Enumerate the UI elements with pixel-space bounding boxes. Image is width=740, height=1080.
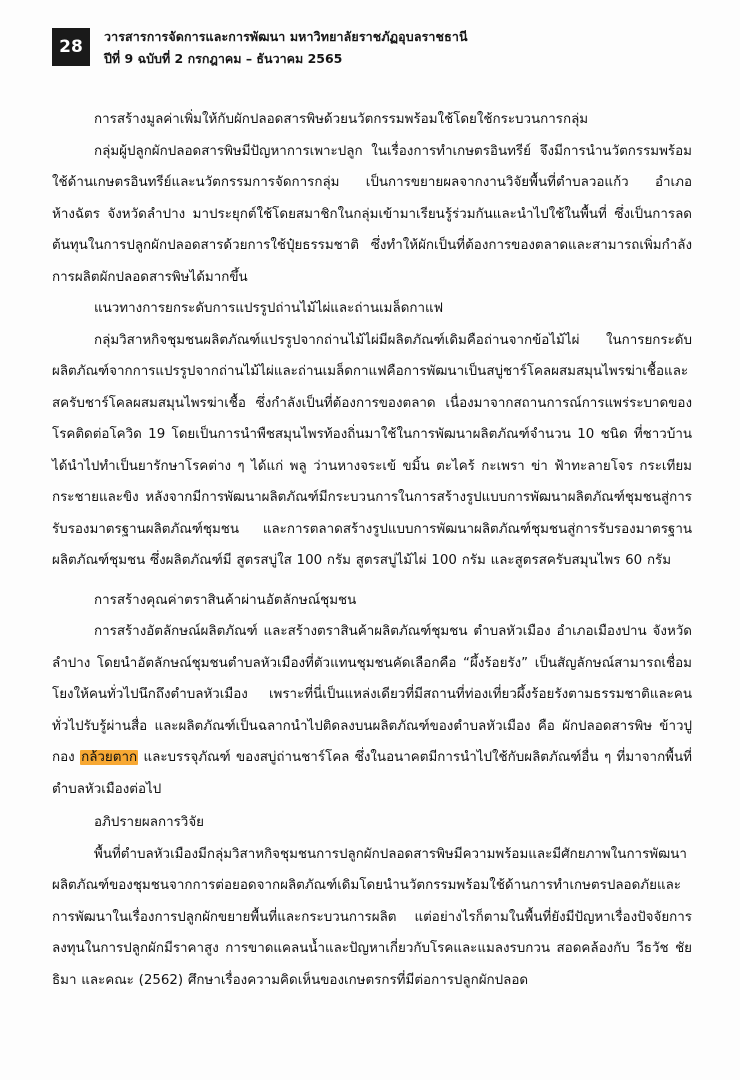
paragraph-3: แนวทางการยกระดับการแปรรูปถ่านไม้ไผ่และถ่านเมล็ดกาแฟ [94,301,444,316]
section-heading-discussion: อภิปรายผลการวิจัย [94,815,205,830]
paragraph-6 [52,616,692,805]
journal-title: วารสารการจัดการและการพัฒนา มหาวิทยาลัยราชภัฏอุบลราชธานี [104,29,468,44]
paragraph-6-part-b: และบรรจุภัณฑ์ ของสบู่ถ่านชาร์โคล ซึ่งในอนาคตมีการนำไปใช้กับผลิตภัณฑ์อื่น ๆ ที่มาจากพื้นที่ตำบลหัวเมืองต่อไป [52,750,692,797]
paragraph-8: พื้นที่ตำบลหัวเมืองมีกลุ่มวิสาหกิจชุมชนการปลูกผักปลอดสารพิษมีความพร้อมและมีศักยภาพในการพัฒนาผลิตภัณฑ์ของชุมชนจากการต่อยอดจากผลิตภัณฑ์เดิมโดยนำนวัตกรรมพร้อมใช้ด้านการทำเกษตรปลอดภัยและการพัฒนาในเรื่องการปลูกผักขยายพื้นที่และกระบวนการผลิต แต่อย่างไรก็ตามในพื้นที่ยังมีปัญหาเรื่องปัจจัยการลงทุนในการปลูกผักมีราคาสูง การขาดแคลนน้ำและปัญหาเกี่ยวกับโรคและแมลงรบกวน สอดคล้องกับ วีธวัช ชัยธิมา และคณะ (2562) ศึกษาเรื่องความคิดเห็นของเกษตรกรที่มีต่อการปลูกผักปลอด [52,846,692,988]
section-heading-text: การสร้างคุณค่าตราสินค้าผ่านอัตลักษณ์ชุมชน [94,592,357,608]
paragraph-6-part-a: การสร้างอัตลักษณ์ผลิตภัณฑ์ และสร้างตราสินค้าผลิตภัณฑ์ชุมชน ตำบลหัวเมือง อำเภอเมืองปาน จังหวัดลำปาง โดยนำอัตลักษณ์ชุมชนตำบลหัวเมืองที่ตัวแทนชุมชนคัดเลือกคือ “ผึ้งร้อยรัง” เป็นสัญลักษณ์สามารถเชื่อมโยงให้คนทั่วไปนึกถึงตำบลหัวเมือง เพราะที่นี่เป็นแหล่งเดียวที่มีสถานที่ท่องเที่ยวผึ้งร้อยรังตามธรรมชาติและคนทั่วไปรับรู้ผ่านสื่อ และผลิตภัณฑ์เป็นฉลากนำไปติดลงบนผลิตภัณฑ์ของตำบลหัวเมือง คือ ผักปลอดสารพิษ ข้าวปูกอง [52,624,692,765]
journal-info [104,26,468,68]
page-number: 28 [52,28,90,66]
page-body [52,104,692,996]
page-header [52,26,694,82]
section-heading-brand-value [52,585,692,617]
journal-issue: ปีที่ 9 ฉบับที่ 2 กรกฎาคม – ธันวาคม 2565 [104,51,343,66]
highlighted-term: กล้วยตาก [81,750,138,765]
paragraph-1: การสร้างมูลค่าเพิ่มให้กับผักปลอดสารพิษด้วยนวัตกรรมพร้อมใช้โดยใช้กระบวนการกลุ่ม [94,112,589,127]
paragraph-4: กลุ่มวิสาหกิจชุมชนผลิตภัณฑ์แปรรูปจากถ่านไม้ไผ่มีผลิตภัณฑ์เดิมคือถ่านจากข้อไม้ไผ่ ในการยกระดับผลิตภัณฑ์จากการแปรรูปจากถ่านไม้ไผ่และถ่านเมล็ดกาแฟคือการพัฒนาเป็นสบู่ชาร์โคลผสมสมุนไพรฆ่าเชื้อและสครับชาร์โคลผสมสมุนไพรฆ่าเชื้อ ซึ่งกำลังเป็นที่ต้องการของตลาด เนื่องมาจากสถานการณ์การแพร่ระบาดของโรคติดต่อโควิด 19 โดยเป็นการนำพืชสมุนไพรท้องถิ่นมาใช้ในการพัฒนาผลิตภัณฑ์จำนวน 10 ชนิด ที่ชาวบ้านได้นำไปทำเป็นยารักษาโรคต่าง ๆ ได้แก่ พลู ว่านหางจระเข้ ขมิ้น ตะไคร้ กะเพรา ข่า ฟ้าทะลายโจร กระเทียม กระชายและขิง หลังจากมีการพัฒนาผลิตภัณฑ์มีกระบวนการในการสร้างรูปแบบการพัฒนาผลิตภัณฑ์ชุมชนสู่การรับรองมาตรฐานผลิตภัณฑ์ชุมชน และการตลาดสร้างรูปแบบการพัฒนาผลิตภัณฑ์ชุมชนสู่การรับรองมาตรฐานผลิตภัณฑ์ชุมชน ซึ่งผลิตภัณฑ์มี สูตรสบู่ใส 100 กรัม สูตรสบู่ไม้ไผ่ 100 กรัม และสูตรสครับสมุนไพร 60 กรัม [52,332,692,568]
paragraph-2: กลุ่มผู้ปลูกผักปลอดสารพิษมีปัญหาการเพาะปลูก ในเรื่องการทำเกษตรอินทรีย์ จึงมีการนำนวัตกรรมพร้อมใช้ด้านเกษตรอินทรีย์และนวัตกรรมการจัดการกลุ่ม เป็นการขยายผลจากงานวิจัยพื้นที่ตำบลวอแก้ว อำเภอห้างฉัตร จังหวัดลำปาง มาประยุกต์ใช้โดยสมาชิกในกลุ่มเข้ามาเรียนรู้ร่วมกันและนำไปใช้ในพื้นที่ ซึ่งเป็นการลดต้นทุนในการปลูกผักปลอดสารด้วยการใช้ปุ๋ยธรรมชาติ ซึ่งทำให้ผักเป็นที่ต้องการของตลาดและสามารถเพิ่มกำลังการผลิตผักปลอดสารพิษได้มากขึ้น [52,143,692,285]
